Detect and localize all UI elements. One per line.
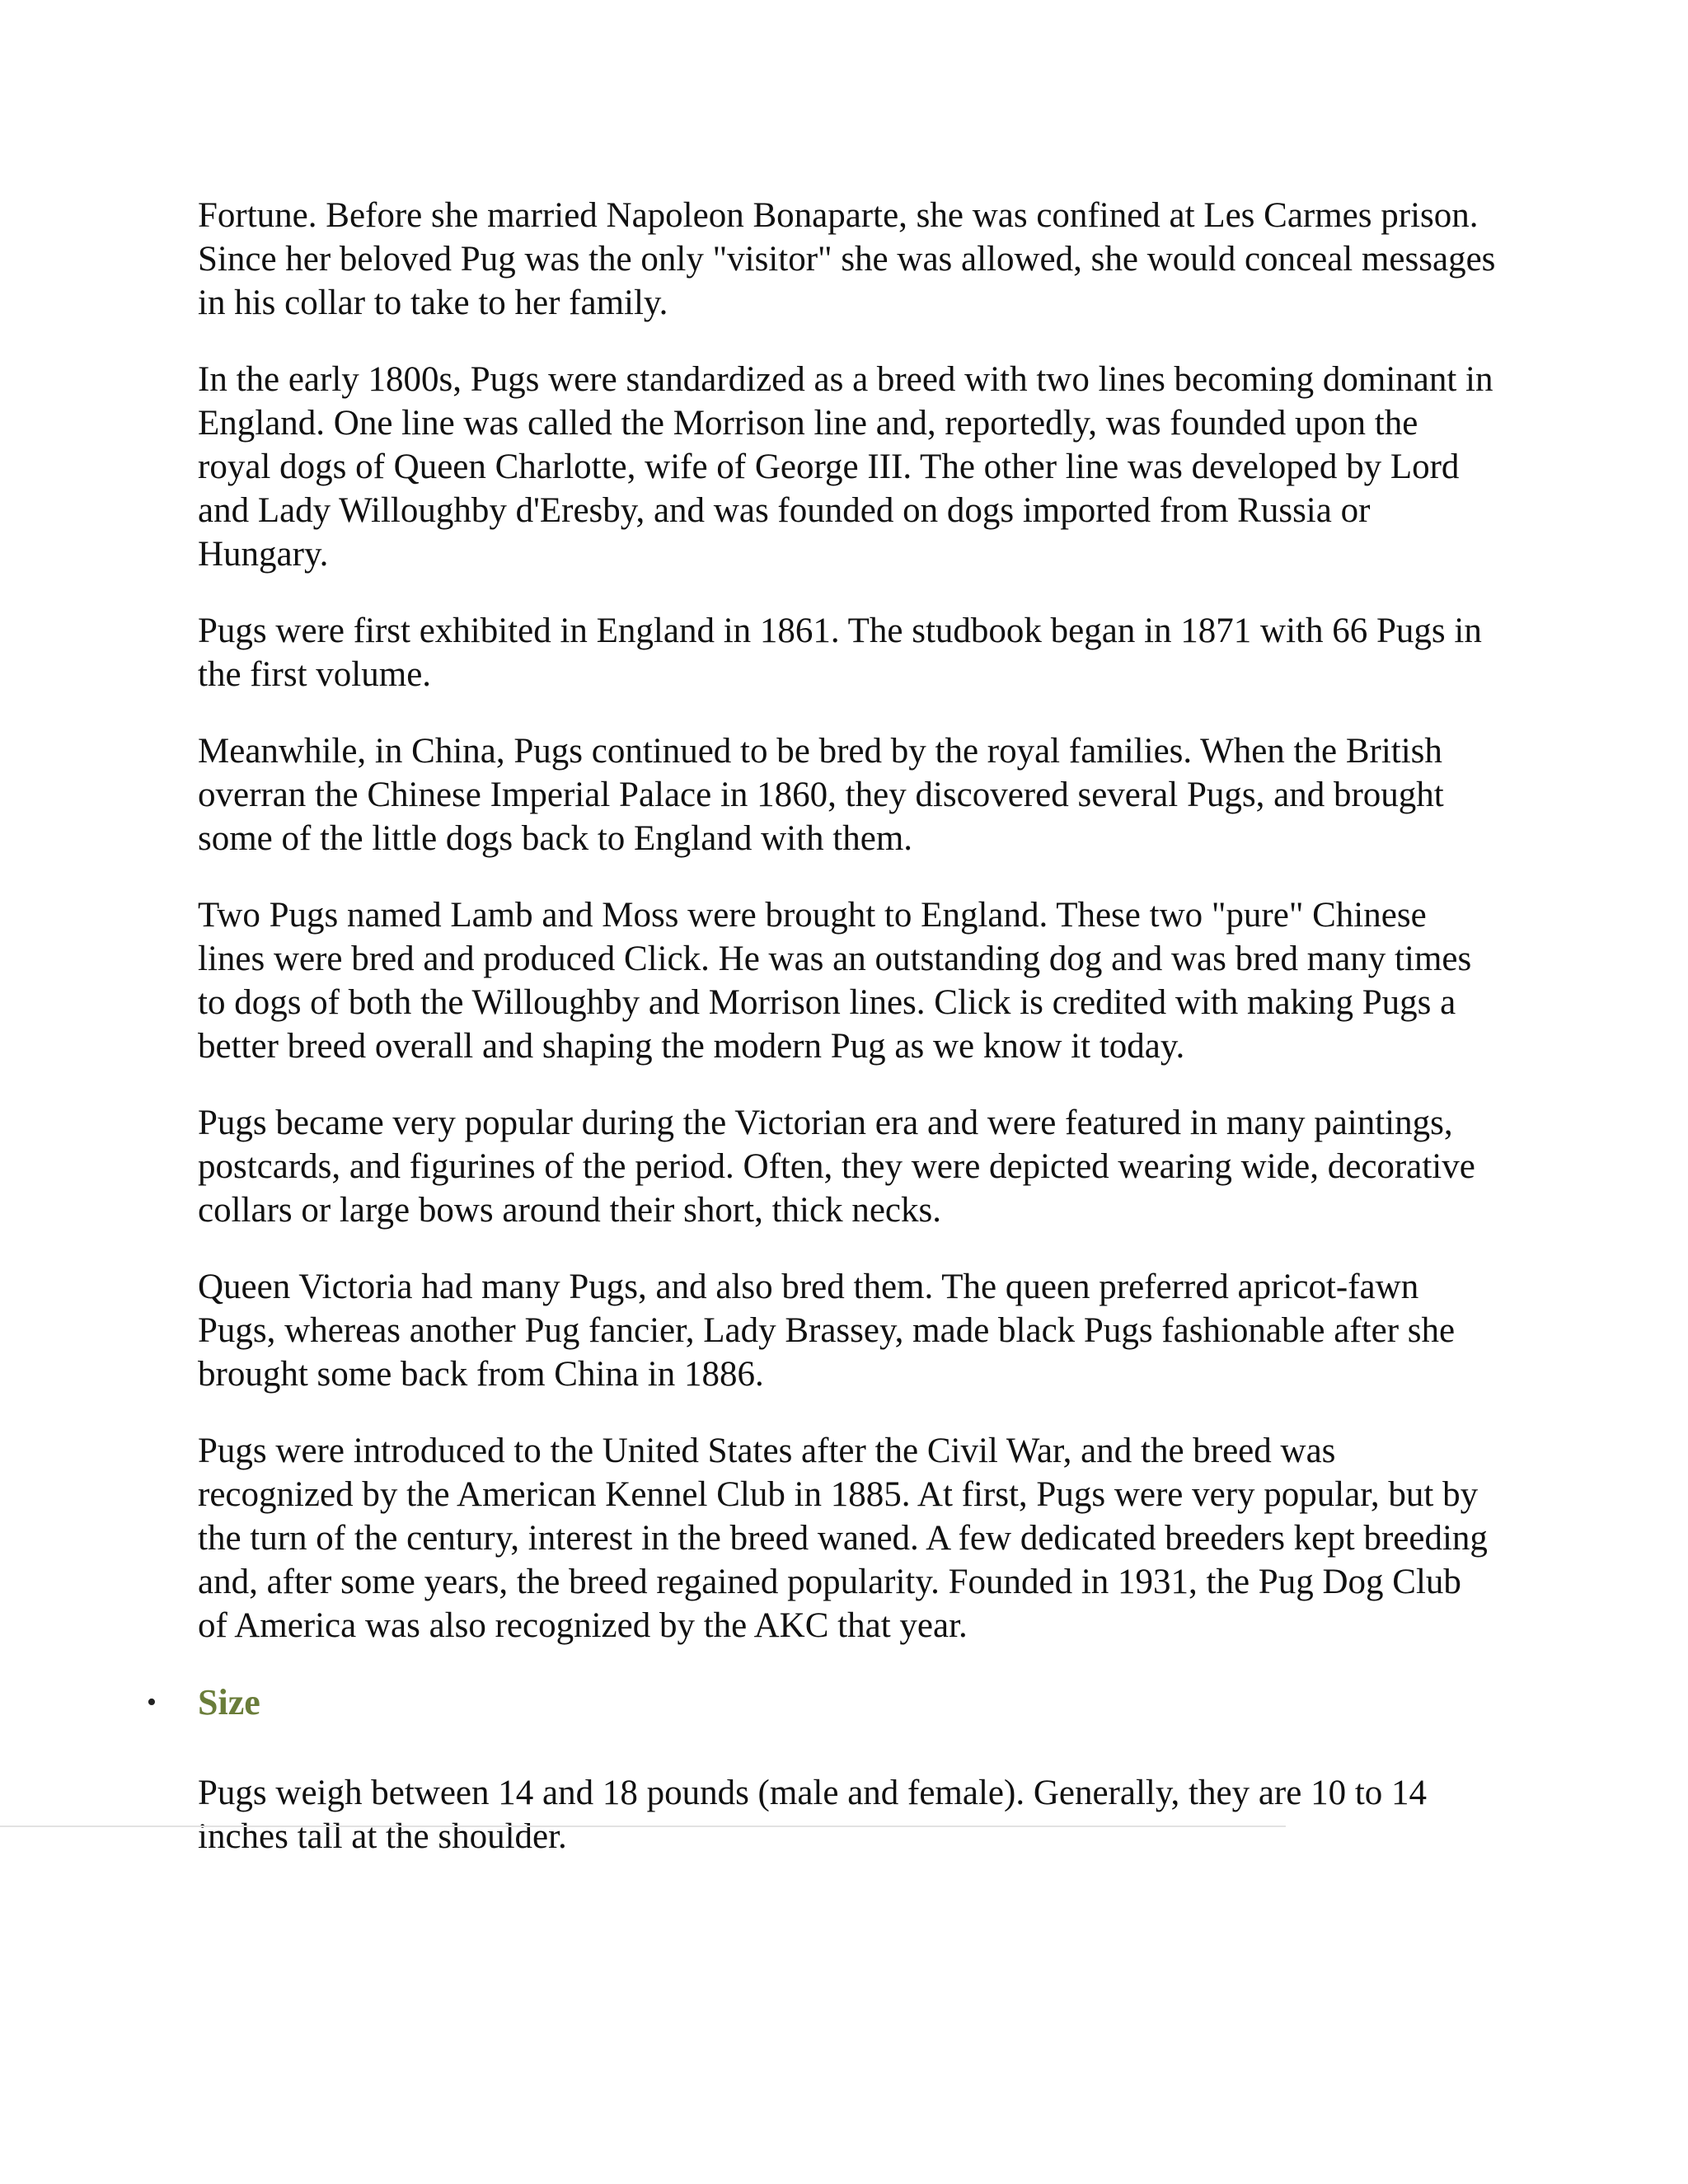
- size-heading: Size: [198, 1682, 260, 1722]
- paragraph-queen-victoria: Queen Victoria had many Pugs, and also bred them. The queen preferred apricot-fawn Pugs, whereas another Pug fancier, Lady Brassey, made black Pugs fashionable after she brought some back from China in 1886.: [198, 1268, 1456, 1394]
- document-body: [147, 194, 1496, 1891]
- paragraph-victorian-era: Pugs became very popular during the Victorian era and were featured in many paintings, postcards, and figurines of the period. Often, they were depicted wearing wide, decorative collars or large bows around their short, thick necks.: [198, 1104, 1475, 1230]
- paragraph-first-exhibited: Pugs were first exhibited in England in 1861. The studbook began in 1871 with 66 Pugs in the first volume.: [198, 612, 1482, 694]
- paragraph-breed-lines: In the early 1800s, Pugs were standardized as a breed with two lines becoming dominant in England. One line was called the Morrison line and, reportedly, was founded upon the royal dogs of Queen Charlotte, wife of George III. The other line was developed by Lord and Lady Willoughby d'Eresby, and was founded on dogs imported from Russia or Hungary.: [198, 360, 1493, 574]
- bullet-icon: •: [147, 1687, 157, 1718]
- paragraph-size: Pugs weigh between 14 and 18 pounds (male and female). Generally, they are 10 to 14 inches tall at the shoulder.: [198, 1774, 1428, 1856]
- paragraph-josephine: Fortune. Before she married Napoleon Bonaparte, she was confined at Les Carmes prison. Since her beloved Pug was the only "visitor" she was allowed, she would conceal messages in his collar to take to her family.: [198, 196, 1496, 322]
- paragraph-china: Meanwhile, in China, Pugs continued to be bred by the royal families. When the British overran the Chinese Imperial Palace in 1860, they discovered several Pugs, and brought some of the little dogs back to England with them.: [198, 732, 1444, 858]
- paragraph-united-states: Pugs were introduced to the United States after the Civil War, and the breed was recognized by the American Kennel Club in 1885. At first, Pugs were very popular, but by the turn of the century, interest in the breed waned. A few dedicated breeders kept breeding and, after some years, the breed regained popularity. Founded in 1931, the Pug Dog Club of America was also recognized by the AKC that year.: [198, 1432, 1488, 1645]
- section-divider: [0, 1825, 1286, 1827]
- size-list-item: [147, 1680, 1496, 1738]
- paragraph-lamb-moss: Two Pugs named Lamb and Moss were brought to England. These two "pure" Chinese lines were bred and produced Click. He was an outstanding dog and was bred many times to dogs of both the Willoughby and Morrison lines. Click is credited with making Pugs a better breed overall and shaping the modern Pug as we know it today.: [198, 896, 1472, 1066]
